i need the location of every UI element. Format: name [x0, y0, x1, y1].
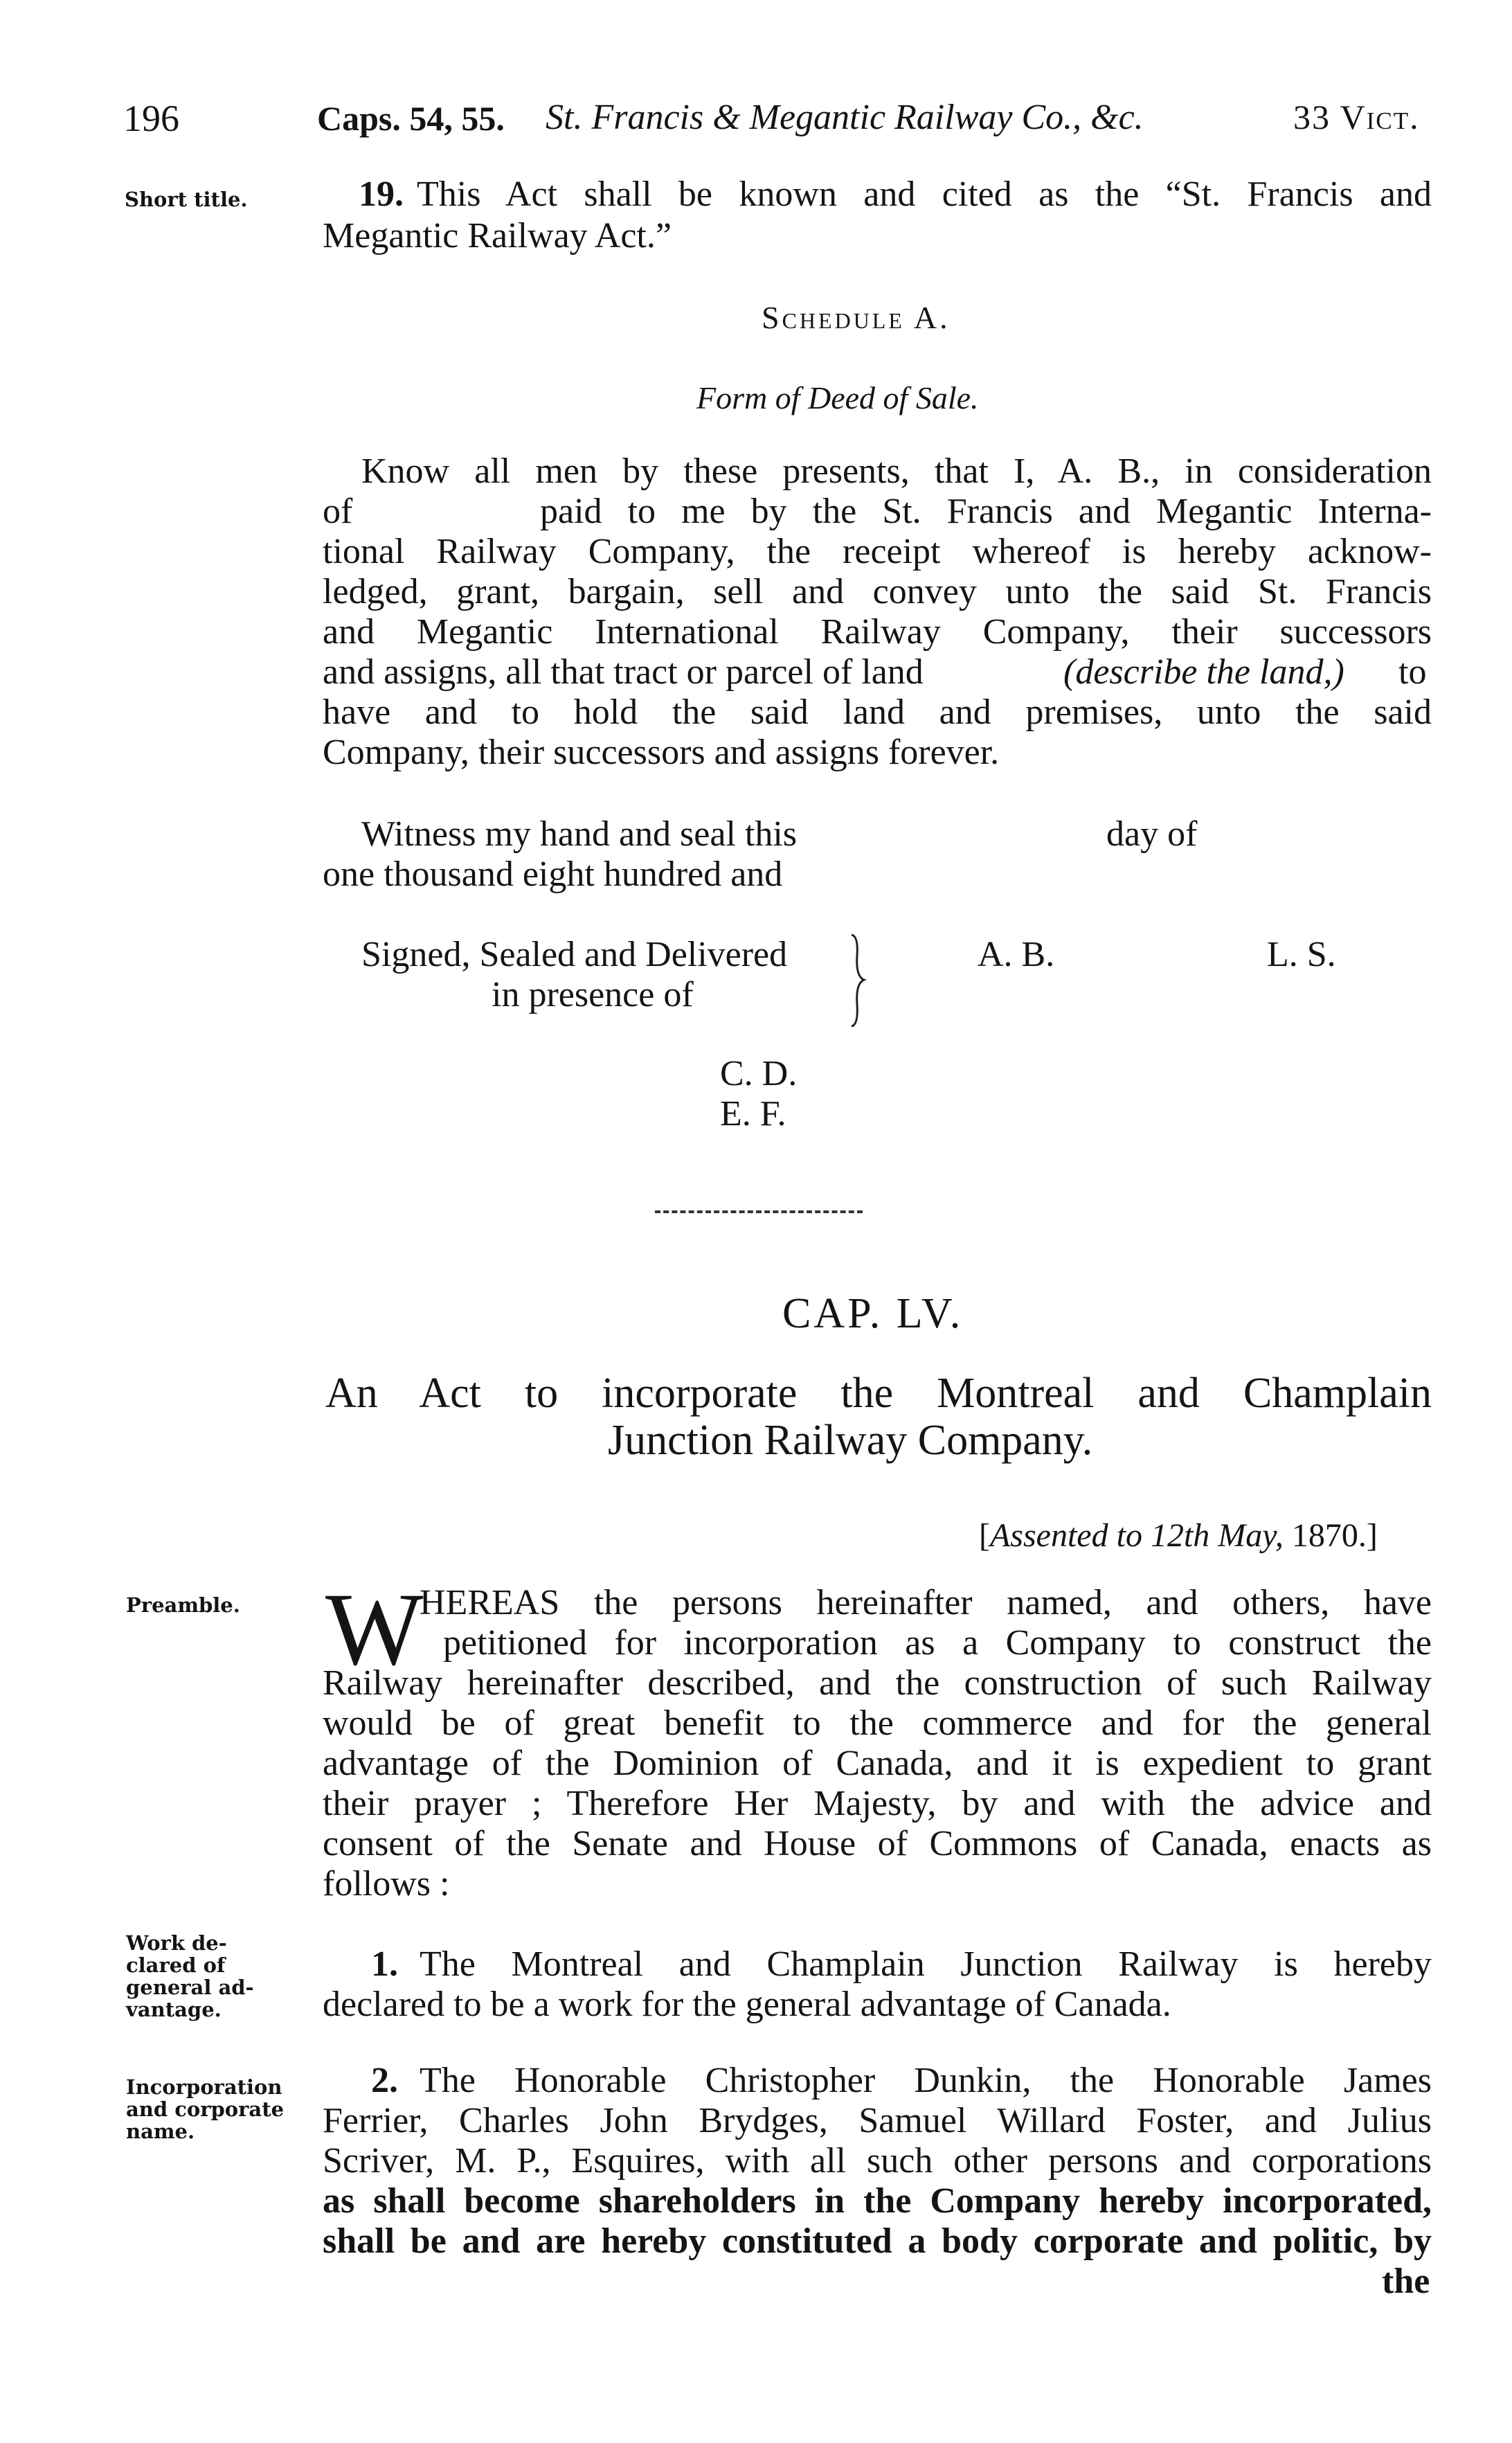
section-2-line-1: The Honorable Christopher Dunkin, the Honorable James: [420, 2061, 1432, 2100]
deed-line-6-italic: (describe the land,): [1063, 652, 1344, 692]
catchword: the: [1382, 2262, 1430, 2301]
section-19-line-1: This Act shall be known and cited as the “St. Francis and: [417, 174, 1432, 214]
deed-line-7: have and to hold the said land and premises, unto the said: [323, 692, 1432, 732]
preamble-line-1: HEREAS the persons hereinafter named, and others, have: [420, 1583, 1432, 1622]
signer-initials: A. B.: [978, 935, 1055, 974]
deed-line-4: ledged, grant, bargain, sell and convey unto the said St. Francis: [323, 572, 1432, 611]
margin-note-preamble: Preamble.: [126, 1593, 240, 1617]
deed-line-3: tional Railway Company, the receipt whereof is hereby acknow-: [323, 532, 1432, 571]
section-2-number: 2.: [371, 2061, 398, 2100]
act-title-line-1: An Act to incorporate the Montreal and Champlain: [325, 1370, 1432, 1417]
preamble-line-6: their prayer ; Therefore Her Majesty, by and with the advice and: [323, 1784, 1432, 1823]
deed-line-2: paid to me by the St. Francis and Megantic Interna-: [540, 492, 1432, 531]
schedule-title: Schedule A.: [762, 300, 951, 335]
witness-cd: C. D.: [720, 1054, 798, 1093]
signed-line-2: in presence of: [492, 975, 694, 1014]
schedule-subtitle: Form of Deed of Sale.: [696, 380, 979, 415]
preamble-line-7: consent of the Senate and House of Commons of Canada, enacts as: [323, 1824, 1432, 1863]
preamble-line-5: advantage of the Dominion of Canada, and it is expedient to grant: [323, 1744, 1432, 1783]
section-2-line-4: as shall become shareholders in the Company hereby incorporated,: [323, 2181, 1432, 2221]
margin-note-incorporation: Incorporation and corporate name.: [126, 2075, 285, 2143]
preamble-line-8: follows :: [323, 1864, 450, 1904]
section-2-line-2: Ferrier, Charles John Brydges, Samuel Willard Foster, and Julius: [323, 2101, 1432, 2140]
section-19-number: 19.: [359, 174, 404, 214]
margin-note-work-declared: Work de- clared of general ad- vantage.: [126, 1931, 254, 2021]
margin-note-short-title: Short title.: [125, 188, 248, 211]
witness-line-1: Witness my hand and seal this: [361, 814, 798, 854]
page-number: 196: [123, 98, 179, 139]
chapter-title: CAP. LV.: [782, 1290, 964, 1337]
regnal-year: 33 Vict.: [1293, 98, 1420, 136]
signed-line-1: Signed, Sealed and Delivered: [361, 935, 788, 974]
witness-line-2: one thousand eight hundred and: [323, 854, 783, 894]
signature-brace: [845, 928, 872, 1032]
deed-line-5: and Megantic International Railway Company, their successors: [323, 612, 1432, 652]
section-19-line-2: Megantic Railway Act.”: [323, 216, 672, 256]
witness-day-of: day of: [1106, 814, 1198, 854]
deed-line-6: and assigns, all that tract or parcel of land: [323, 652, 924, 692]
preamble-dropcap: W: [325, 1572, 424, 1687]
deed-line-6-end: to: [1398, 652, 1427, 692]
deed-line-1: Know all men by these presents, that I, A. B., in consideration: [361, 451, 1432, 491]
section-1-number: 1.: [371, 1944, 398, 1984]
deed-line-2-start: of: [323, 492, 353, 531]
seal-mark: L. S.: [1267, 935, 1336, 974]
preamble-line-3: Railway hereinafter described, and the construction of such Railway: [323, 1663, 1432, 1703]
assented-italic: Assented to 12th May,: [989, 1517, 1284, 1554]
witness-ef: E. F.: [720, 1094, 786, 1134]
preamble-line-2: petitioned for incorporation as a Company to construct the: [443, 1623, 1432, 1663]
section-1-line-1: The Montreal and Champlain Junction Railway is hereby: [420, 1944, 1432, 1984]
section-1-line-2: declared to be a work for the general advantage of Canada.: [323, 1985, 1171, 2024]
section-divider: [655, 1210, 863, 1213]
section-2-line-5: shall be and are hereby constituted a body corporate and politic, by: [323, 2221, 1432, 2261]
assented-line: [979, 1516, 1378, 1555]
running-title: St. Francis & Megantic Railway Co., &c.: [546, 98, 1144, 137]
preamble-line-4: would be of great benefit to the commerce and for the general: [323, 1703, 1432, 1743]
header-caps: Caps. 54, 55.: [317, 99, 505, 138]
assented-year: 1870.]: [1291, 1517, 1378, 1554]
act-title-line-2: Junction Railway Company.: [608, 1417, 1093, 1464]
section-2-line-3: Scriver, M. P., Esquires, with all such other persons and corporations: [323, 2141, 1432, 2181]
assented-bracket-open: [: [979, 1517, 990, 1554]
deed-line-8: Company, their successors and assigns forever.: [323, 733, 1000, 772]
